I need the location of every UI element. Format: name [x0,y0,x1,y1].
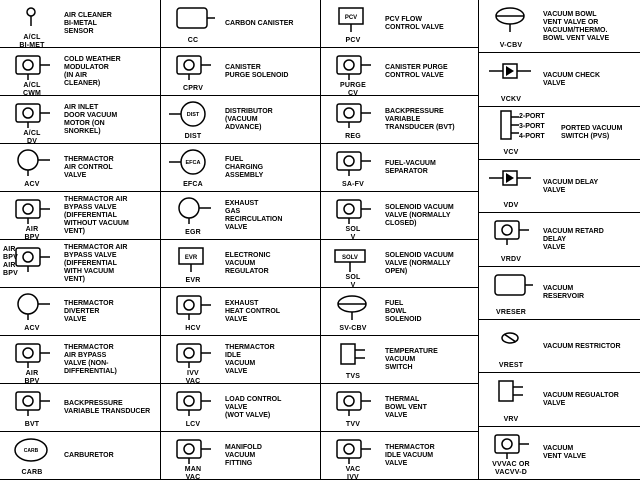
backpressure-transducer-icon [2,386,60,418]
symbol-code: VRESER [496,308,526,316]
symbol-description: CARBURETOR [64,452,114,459]
symbol-description: ELECTRONIC VACUUM REGULATOR [225,252,271,275]
symbol-code: MAN VAC [184,466,202,481]
symbol-description: THERMACTOR IDLE VACUUM VALVE [385,444,435,467]
symbol-description: THERMACTOR AIR BYPASS VALVE (DIFFERENTIAL WITH VACUUM VENT) [64,244,128,283]
fuel-charging-icon [163,146,221,178]
legend-entry [0,96,160,144]
vacuum-restrictor-icon [481,322,539,354]
vacuum-check-valve-icon [481,55,539,87]
symbol-code: SOL V [345,226,361,241]
symbol-code: AIR BPV [24,370,40,385]
symbol-description: VACUUM RESTRICTOR [543,342,621,350]
legend-entry [321,0,479,48]
pcv-valve-icon [323,2,381,34]
legend-entry [321,144,479,192]
air-control-valve-icon [2,146,60,178]
symbol-description: THERMACTOR AIR CONTROL VALVE [64,156,114,179]
symbol-code: A/CL DV [23,130,41,145]
symbol-code: REG [345,133,361,140]
legend-entry [161,96,321,144]
symbol-description: THERMACTOR DIVERTER VALVE [64,300,114,323]
legend-entry [161,240,321,288]
symbol-code: PCV [345,37,361,44]
symbol-code: CPRV [182,85,204,92]
symbol-code: BVT [24,421,40,428]
purge-control-valve-icon [323,50,381,82]
legend-entry [161,144,321,192]
symbol-description: CANISTER PURGE SOLENOID [225,64,289,79]
symbol-description: THERMACTOR AIR BYPASS VALVE (DIFFERENTIAL WITHOUT VACUUM VENT) [64,196,129,235]
legend-entry [0,144,160,192]
legend-entry [321,192,479,240]
legend-column [0,0,160,480]
symbol-code: V-CBV [499,42,523,50]
symbol-code: VREST [498,362,524,370]
symbol-code: VCV [503,148,519,156]
symbol-description: MANIFOLD VACUUM FITTING [225,444,262,467]
symbol-description: VACUUM RESERVOIR [543,285,585,301]
legend-entry [321,240,479,288]
legend-entry [479,107,640,160]
symbol-description: DISTRIBUTOR (VACUUM ADVANCE) [225,108,273,131]
symbol-code: ACV [24,325,40,332]
symbol-description: TEMPERATURE VACUUM SWITCH [385,348,438,371]
symbol-code: AIR BPV [24,226,40,241]
symbol-code: VRDV [500,255,522,263]
carburetor-icon [2,434,60,466]
symbol-code: CARB [21,469,43,476]
legend-column [320,0,479,480]
cold-weather-modulator-icon [2,50,60,82]
svg-text:EFCA: EFCA [185,160,201,166]
symbol-code: EVR [185,277,201,284]
heat-control-valve-icon [163,290,221,322]
legend-entry [479,0,640,53]
fuel-vacuum-separator-icon [323,146,381,178]
idle-vacuum-valve-2-icon [323,434,381,466]
legend-entry [321,336,479,384]
canister-purge-solenoid-icon [163,50,221,82]
symbol-code: VAC IVV [345,466,361,481]
evr-icon [163,242,221,274]
vacuum-vent-valve-icon [481,429,539,461]
vacuum-bowl-vent-icon [481,2,539,34]
symbol-description: THERMACTOR AIR BYPASS VALVE (NON- DIFFERENTIAL) [64,344,117,375]
symbol-description: LOAD CONTROL VALVE (WOT VALVE) [225,396,282,419]
svg-text:CARB: CARB [23,448,39,454]
symbol-description: COLD WEATHER MODULATOR (IN AIR CLEANER) [64,56,121,87]
non-differential-bypass-icon [2,338,60,370]
manifold-fitting-icon [163,434,221,466]
legend-entry [321,96,479,144]
load-control-valve-icon [163,386,221,418]
legend-entry [479,160,640,213]
symbol-code: SA-FV [342,181,364,188]
legend-column [478,0,640,480]
symbol-description: BACKPRESSURE VARIABLE TRANSDUCER [64,400,151,415]
legend-entry [161,384,321,432]
symbol-description: VACUUM DELAY VALVE [543,178,599,194]
svg-text:PCV: PCV [344,15,358,21]
symbol-code: HCV [185,325,201,332]
legend-entry [479,373,640,426]
legend-entry [321,288,479,336]
legend-entry [161,432,321,480]
legend-entry [161,192,321,240]
symbol-code: AIR BPV AIR BPV [3,246,18,277]
symbol-code: DIST [184,133,202,140]
symbol-description: FUEL BOWL SOLENOID [385,300,422,323]
symbol-description: VACUUM REGUALTOR VALVE [543,391,619,407]
symbol-description: FUEL CHARGING ASSEMBLY [225,156,264,179]
air-bypass-valve-icon [2,194,60,226]
thermal-bowl-vent-icon [323,386,381,418]
vacuum-regulator-icon [481,375,539,407]
legend-entry [479,267,640,320]
symbol-code: CC [187,37,199,44]
symbol-code: IVV VAC [185,370,201,385]
symbol-description: PCV FLOW CONTROL VALVE [385,16,444,31]
port-label: 3-PORT [519,122,545,130]
legend-entry [0,288,160,336]
symbol-description: CARBON CANISTER [225,20,294,27]
symbol-code: SOL V [345,274,361,289]
solenoid-no-icon [323,242,381,274]
symbol-code: VDV [503,202,519,210]
symbol-code: EFCA [183,181,203,188]
symbol-code: VCKV [500,95,522,103]
svg-text:DIST: DIST [186,112,200,118]
symbol-description: SOLENOID VACUUM VALVE (NORMALLY OPEN) [385,252,454,275]
vacuum-retard-delay-icon [481,215,539,247]
legend-entry [0,192,160,240]
symbol-code: EGR [185,229,201,236]
legend-entry [479,320,640,373]
symbol-code: A/CL CWM [22,82,42,97]
legend-entry [321,48,479,96]
legend-entry [0,48,160,96]
symbol-code: ACV [24,181,40,188]
legend-entry [161,48,321,96]
symbol-description: BACKPRESSURE VARIABLE TRANSDUCER (BVT) [385,108,455,131]
symbol-description: PORTED VACUUM SWITCH (PVS) [561,125,623,141]
regulator-icon [323,98,381,130]
legend-entry [161,336,321,384]
symbol-description: VACUUM VENT VALVE [543,445,586,461]
legend-entry [0,336,160,384]
solenoid-nc-icon [323,194,381,226]
legend-entry [479,53,640,106]
legend-entry [0,384,160,432]
symbol-description: VACUUM CHECK VALVE [543,71,601,87]
legend-entry [161,0,321,48]
symbol-description: FUEL-VACUUM SEPARATOR [385,160,436,175]
symbol-description: VACUUM BOWL VENT VALVE OR VACUUM/THERMO. BOWL VENT VALVE [543,10,610,42]
symbol-code: PURGE CV [340,82,366,97]
legend-column [160,0,321,480]
symbol-code: TVS [345,373,361,380]
port-label: 2-PORT [519,112,545,120]
symbol-code: LCV [185,421,201,428]
distributor-icon [163,98,221,130]
symbol-code: A/CL BI-MET [19,34,45,49]
legend-entry [479,427,640,480]
vacuum-reservoir-icon [481,269,539,301]
symbol-description: SOLENOID VACUUM VALVE (NORMALLY CLOSED) [385,204,454,227]
carbon-canister-icon [163,2,221,34]
symbol-description: CANISTER PURGE CONTROL VALVE [385,64,448,79]
symbol-description: THERMACTOR IDLE VACUUM VALVE [225,344,275,375]
legend-entry [321,384,479,432]
symbol-description: AIR INLET DOOR VACUUM MOTOR (ON SNORKEL) [64,104,118,135]
symbol-description: AIR CLEANER BI-METAL SENSOR [64,12,112,35]
symbol-code: TVV [345,421,361,428]
egr-valve-icon [163,194,221,226]
legend-entry [321,432,479,480]
legend-entry [479,213,640,266]
temp-vacuum-switch-icon [323,338,381,370]
svg-text:SOLV: SOLV [342,255,358,261]
symbol-code: VRV [503,415,519,423]
symbol-description: VACUUM RETARD DELAY VALVE [543,227,604,251]
symbol-description: THERMAL BOWL VENT VALVE [385,396,427,419]
air-inlet-door-motor-icon [2,98,60,130]
vacuum-delay-valve-icon [481,162,539,194]
legend-entry [0,240,160,288]
legend-entry [0,0,160,48]
symbol-description: EXHAUST GAS RECIRCULATION VALVE [225,200,283,231]
svg-text:EVR: EVR [184,255,198,261]
fuel-bowl-solenoid-icon [323,290,381,322]
legend-entry [161,288,321,336]
diverter-valve-icon [2,290,60,322]
legend-entry [0,432,160,480]
symbol-code: SV-CBV [339,325,367,332]
idle-vacuum-valve-icon [163,338,221,370]
bimetal-sensor-icon [2,2,60,34]
port-label: 4-PORT [519,132,545,140]
symbol-code: VVVAC OR VACVV-D [492,460,530,476]
symbol-description: EXHAUST HEAT CONTROL VALVE [225,300,281,323]
